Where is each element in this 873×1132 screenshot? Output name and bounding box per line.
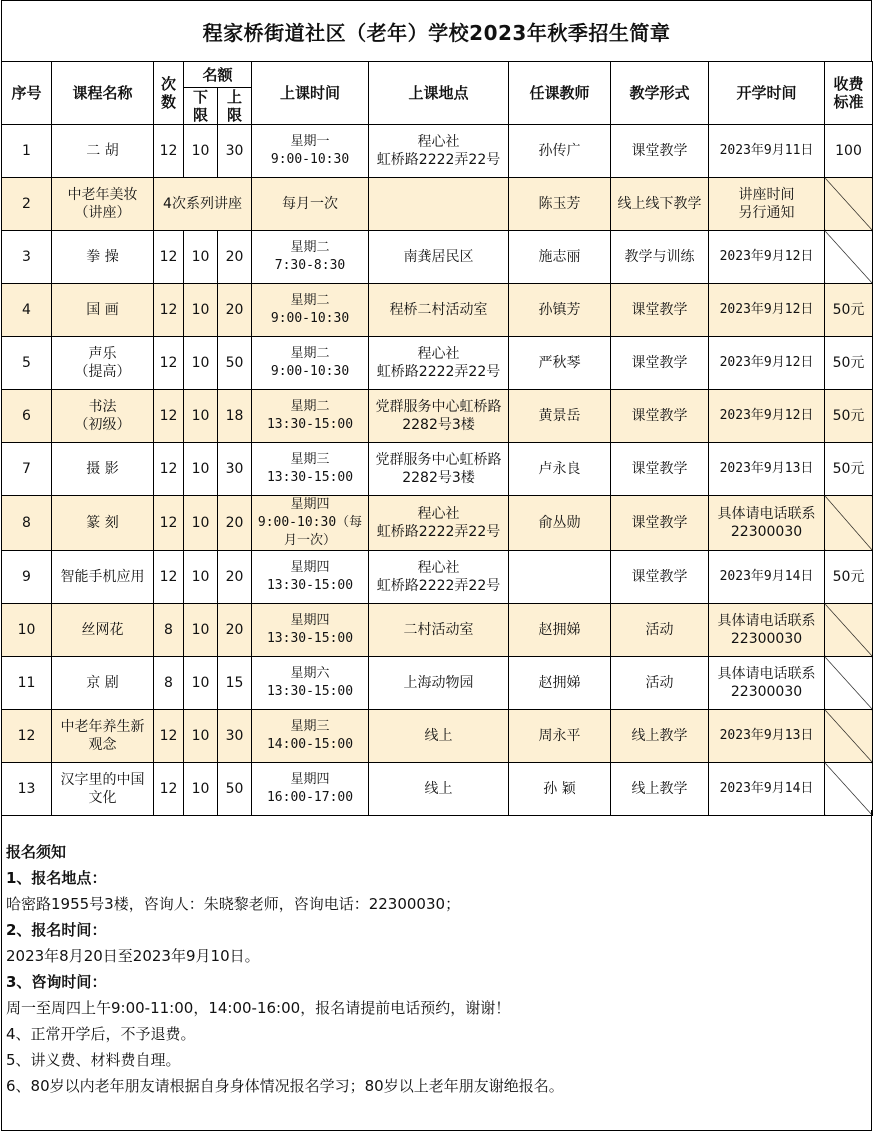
cell-seq: 5: [2, 337, 52, 390]
cell-times: 12: [154, 125, 184, 178]
table-row: [2, 710, 873, 763]
cell-fee: [825, 178, 873, 231]
table-row: [2, 763, 873, 816]
cell-mode: 课堂教学: [611, 443, 709, 496]
cell-quota-max: 50: [218, 763, 252, 816]
cell-course: 丝网花: [52, 604, 154, 657]
cell-times: 12: [154, 284, 184, 337]
cell-times: 8: [154, 604, 184, 657]
table-row: [2, 125, 873, 178]
cell-times-merged: 4次系列讲座: [154, 178, 252, 231]
header-quota-min: 下限: [184, 88, 218, 125]
cell-quota-min: 10: [184, 337, 218, 390]
cell-seq: 8: [2, 496, 52, 551]
cell-mode: 课堂教学: [611, 551, 709, 604]
cell-teacher: 黄景岳: [509, 390, 611, 443]
notes-line-4: 4、正常开学后，不予退费。: [6, 1025, 196, 1043]
notes-line-2-label: 2、报名时间：: [6, 921, 107, 939]
table-row: [2, 178, 873, 231]
cell-start: 2023年9月13日: [709, 710, 825, 763]
cell-course: 智能手机应用: [52, 551, 154, 604]
cell-times: 12: [154, 551, 184, 604]
header-course: 课程名称: [52, 62, 154, 125]
cell-quota-min: 10: [184, 496, 218, 551]
cell-start: 具体请电话联系22300030: [709, 604, 825, 657]
cell-location: 党群服务中心虹桥路2282号3楼: [369, 443, 509, 496]
cell-start: 2023年9月14日: [709, 551, 825, 604]
cell-start: 具体请电话联系22300030: [709, 496, 825, 551]
cell-schedule: 星期二 13:30-15:00: [252, 390, 369, 443]
cell-teacher: 赵拥娣: [509, 657, 611, 710]
cell-quota-min: 10: [184, 657, 218, 710]
notes-line-3: [6, 969, 867, 995]
cell-location: 南龚居民区: [369, 231, 509, 284]
cell-location: 程心社 虹桥路2222弄22号: [369, 337, 509, 390]
cell-teacher: 严秋琴: [509, 337, 611, 390]
table-row: [2, 390, 873, 443]
cell-times: 12: [154, 443, 184, 496]
cell-course: 中老年养生新观念: [52, 710, 154, 763]
cell-start: 2023年9月12日: [709, 231, 825, 284]
cell-quota-max: 50: [218, 337, 252, 390]
table-row: [2, 337, 873, 390]
cell-schedule: 星期二 7:30-8:30: [252, 231, 369, 284]
registration-notes: [1, 810, 872, 1131]
cell-quota-max: 30: [218, 710, 252, 763]
cell-course: 拳 操: [52, 231, 154, 284]
cell-teacher: 孙镇芳: [509, 284, 611, 337]
cell-location: 程心社 虹桥路2222弄22号: [369, 496, 509, 551]
cell-quota-max: 30: [218, 443, 252, 496]
cell-course: 汉字里的中国文化: [52, 763, 154, 816]
cell-course: 二 胡: [52, 125, 154, 178]
page-title: 程家桥街道社区（老年）学校2023年秋季招生简章: [1, 0, 872, 62]
header-schedule: 上课时间: [252, 62, 369, 125]
cell-quota-max: 30: [218, 125, 252, 178]
notes-line-1-detail: 哈密路1955号3楼，咨询人：朱晓黎老师，咨询电话：22300030；: [6, 895, 461, 913]
cell-location: 二村活动室: [369, 604, 509, 657]
cell-fee: 50元: [825, 337, 873, 390]
notes-line-3-detail: 周一至周四上午9:00-11:00，14:00-16:00，报名请提前电话预约，谢谢！: [6, 999, 511, 1017]
cell-mode: 线上教学: [611, 710, 709, 763]
cell-fee: [825, 763, 873, 816]
cell-fee: [825, 231, 873, 284]
table-row: [2, 443, 873, 496]
notes-line-1: [6, 865, 867, 891]
cell-quota-max: 20: [218, 604, 252, 657]
cell-quota-min: 10: [184, 125, 218, 178]
table-row: [2, 231, 873, 284]
cell-location: 程桥二村活动室: [369, 284, 509, 337]
cell-start: 讲座时间 另行通知: [709, 178, 825, 231]
cell-quota-max: 20: [218, 496, 252, 551]
cell-quota-min: 10: [184, 231, 218, 284]
cell-teacher: 赵拥娣: [509, 604, 611, 657]
cell-seq: 7: [2, 443, 52, 496]
cell-start: 2023年9月12日: [709, 284, 825, 337]
cell-teacher: 陈玉芳: [509, 178, 611, 231]
notes-line-3-label: 3、咨询时间：: [6, 973, 107, 991]
cell-schedule: 星期四 16:00-17:00: [252, 763, 369, 816]
cell-mode: 活动: [611, 604, 709, 657]
cell-fee: [825, 604, 873, 657]
cell-mode: 课堂教学: [611, 390, 709, 443]
cell-quota-min: 10: [184, 604, 218, 657]
cell-mode: 线上教学: [611, 763, 709, 816]
cell-mode: 教学与训练: [611, 231, 709, 284]
cell-schedule: 星期二 9:00-10:30: [252, 337, 369, 390]
cell-schedule: 星期六 13:30-15:00: [252, 657, 369, 710]
cell-seq: 10: [2, 604, 52, 657]
cell-quota-max: 18: [218, 390, 252, 443]
cell-mode: 线上线下教学: [611, 178, 709, 231]
cell-times: 12: [154, 231, 184, 284]
cell-course: 声乐 （提高）: [52, 337, 154, 390]
cell-schedule: 星期三 14:00-15:00: [252, 710, 369, 763]
cell-seq: 4: [2, 284, 52, 337]
table-row: [2, 604, 873, 657]
table-row: [2, 551, 873, 604]
notes-line-2: [6, 917, 867, 943]
cell-quota-max: 20: [218, 231, 252, 284]
cell-start: 具体请电话联系22300030: [709, 657, 825, 710]
cell-start: 2023年9月13日: [709, 443, 825, 496]
table-row: [2, 657, 873, 710]
cell-teacher: 施志丽: [509, 231, 611, 284]
header-location: 上课地点: [369, 62, 509, 125]
cell-seq: 13: [2, 763, 52, 816]
cell-quota-min: 10: [184, 284, 218, 337]
cell-location: 党群服务中心虹桥路2282号3楼: [369, 390, 509, 443]
cell-schedule: 星期一 9:00-10:30: [252, 125, 369, 178]
cell-mode: 活动: [611, 657, 709, 710]
cell-location: 线上: [369, 710, 509, 763]
cell-fee: [825, 710, 873, 763]
course-table: [1, 61, 873, 816]
cell-quota-max: 20: [218, 551, 252, 604]
cell-seq: 9: [2, 551, 52, 604]
cell-quota-max: 15: [218, 657, 252, 710]
cell-quota-max: 20: [218, 284, 252, 337]
cell-course: 书法 （初级）: [52, 390, 154, 443]
cell-course: 篆 刻: [52, 496, 154, 551]
cell-fee: [825, 657, 873, 710]
cell-seq: 6: [2, 390, 52, 443]
cell-times: 12: [154, 496, 184, 551]
cell-start: 2023年9月11日: [709, 125, 825, 178]
cell-teacher: 卢永良: [509, 443, 611, 496]
cell-seq: 11: [2, 657, 52, 710]
cell-teacher: 孙 颖: [509, 763, 611, 816]
cell-fee: 50元: [825, 443, 873, 496]
cell-seq: 12: [2, 710, 52, 763]
cell-schedule: 每月一次: [252, 178, 369, 231]
header-quota: 名额: [184, 62, 252, 88]
header-seq: 序号: [2, 62, 52, 125]
cell-location: 上海动物园: [369, 657, 509, 710]
cell-teacher: [509, 551, 611, 604]
cell-schedule: 星期四 9:00-10:30（每月一次）: [252, 496, 369, 551]
cell-location: [369, 178, 509, 231]
header-quota-max: 上限: [218, 88, 252, 125]
cell-teacher: 孙传广: [509, 125, 611, 178]
cell-mode: 课堂教学: [611, 496, 709, 551]
cell-seq: 3: [2, 231, 52, 284]
notes-line-6: 6、80岁以内老年朋友请根据自身身体情况报名学习；80岁以上老年朋友谢绝报名。: [6, 1077, 564, 1095]
cell-fee: [825, 496, 873, 551]
cell-mode: 课堂教学: [611, 284, 709, 337]
cell-schedule: 星期四 13:30-15:00: [252, 551, 369, 604]
header-start: 开学时间: [709, 62, 825, 125]
cell-schedule: 星期四 13:30-15:00: [252, 604, 369, 657]
cell-times: 12: [154, 337, 184, 390]
cell-location: 程心社 虹桥路2222弄22号: [369, 551, 509, 604]
notes-heading: 报名须知: [6, 843, 67, 861]
cell-course: 国 画: [52, 284, 154, 337]
cell-times: 12: [154, 390, 184, 443]
cell-seq: 1: [2, 125, 52, 178]
cell-times: 12: [154, 763, 184, 816]
cell-start: 2023年9月14日: [709, 763, 825, 816]
cell-fee: 100: [825, 125, 873, 178]
cell-fee: 50元: [825, 284, 873, 337]
cell-quota-min: 10: [184, 443, 218, 496]
header-mode: 教学形式: [611, 62, 709, 125]
cell-quota-min: 10: [184, 710, 218, 763]
notes-line-1-label: 1、报名地点：: [6, 869, 107, 887]
cell-times: 8: [154, 657, 184, 710]
cell-teacher: 周永平: [509, 710, 611, 763]
header-times: 次数: [154, 62, 184, 125]
cell-start: 2023年9月12日: [709, 337, 825, 390]
header-fee: 收费标准: [825, 62, 873, 125]
cell-quota-min: 10: [184, 551, 218, 604]
cell-mode: 课堂教学: [611, 337, 709, 390]
cell-location: 程心社 虹桥路2222弄22号: [369, 125, 509, 178]
cell-mode: 课堂教学: [611, 125, 709, 178]
cell-start: 2023年9月12日: [709, 390, 825, 443]
cell-schedule: 星期三 13:30-15:00: [252, 443, 369, 496]
cell-times: 12: [154, 710, 184, 763]
header-teacher: 任课教师: [509, 62, 611, 125]
table-row: [2, 284, 873, 337]
cell-quota-min: 10: [184, 390, 218, 443]
cell-schedule: 星期二 9:00-10:30: [252, 284, 369, 337]
cell-location: 线上: [369, 763, 509, 816]
cell-course: 京 剧: [52, 657, 154, 710]
cell-course: 摄 影: [52, 443, 154, 496]
notes-line-2-detail: 2023年8月20日至2023年9月10日。: [6, 947, 260, 965]
cell-teacher: 俞丛勋: [509, 496, 611, 551]
cell-quota-min: 10: [184, 763, 218, 816]
cell-fee: 50元: [825, 390, 873, 443]
table-row: [2, 496, 873, 551]
cell-course: 中老年美妆 （讲座）: [52, 178, 154, 231]
notes-line-5: 5、讲义费、材料费自理。: [6, 1051, 181, 1069]
cell-seq: 2: [2, 178, 52, 231]
cell-fee: 50元: [825, 551, 873, 604]
